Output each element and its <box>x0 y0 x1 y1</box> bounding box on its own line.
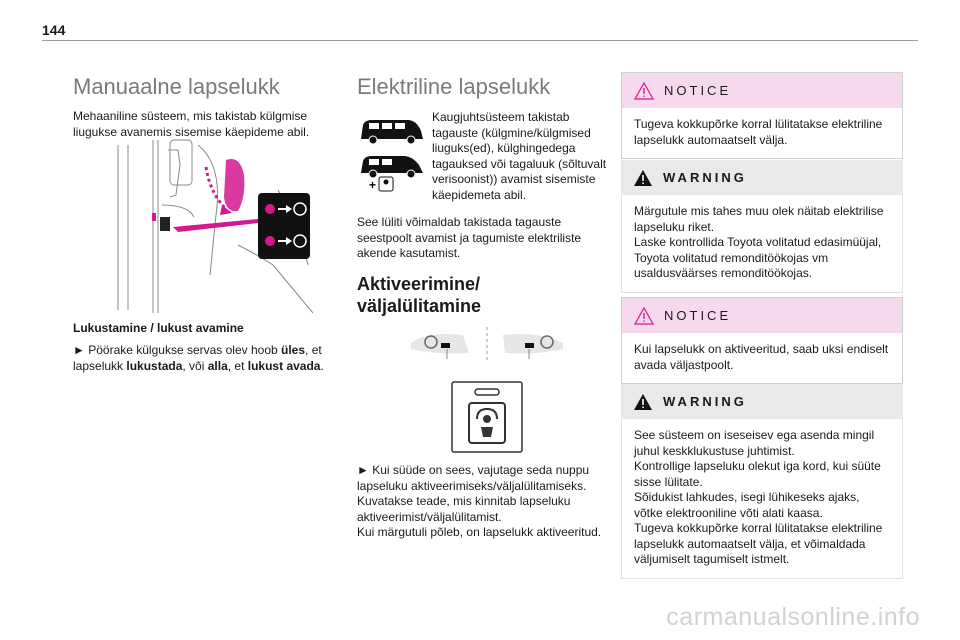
watermark-url[interactable]: carmanualsonline.info <box>666 603 920 631</box>
notice-title: NOTICE <box>664 308 732 323</box>
warning-header <box>621 384 903 419</box>
notice-triangle-icon <box>634 82 654 100</box>
door-lever-illustration <box>98 135 330 315</box>
step-marker: ► <box>73 343 85 357</box>
notice-box-1 <box>621 72 903 159</box>
van-icon-1 <box>361 120 423 144</box>
warning-triangle-icon <box>633 169 653 187</box>
vehicle-description: Kaugjuhtsüsteem takistab tagauste (külgmine/külgmised liuguks(ed), külghingedega tagauksed või tagaluuk (sõltuvalt verisoonist)) avamist sisemiste käepidemeta abil. <box>432 110 607 202</box>
warning-body: Märgutule mis tahes muu olek näitab elektrilise lapseluku riket. Laske kontrollida Toyota volitatud edasimüüjal, Toyota volitatud remonditöökojas vm usaldusväärses remonditöökojas. <box>621 195 903 293</box>
child-lock-button-icon <box>451 381 523 453</box>
electric-lock-intro: See lüliti võimaldab takistada tagauste seestpoolt avamist ja tagumiste elektriliste akende kasutamist. <box>357 215 582 260</box>
activation-step-2: Kuvatakse teade, mis kinnitab lapseluku aktiveerimist/väljalülitamist. <box>357 494 571 524</box>
notice-header <box>622 73 902 108</box>
activation-subheading: Aktiveerimine/ väljalülitamine <box>357 274 482 316</box>
notice-body: Tugeva kokkupõrke korral lülitatakse elektriline lapselukk automaatselt välja. <box>634 117 883 147</box>
page-number: 144 <box>42 22 66 38</box>
activation-step-3: Kui märgutuli põleb, on lapselukk aktiveeritud. <box>357 525 602 539</box>
activation-steps <box>357 463 607 541</box>
activation-step-1: ► Kui süüde on sees, vajutage seda nuppu lapseluku aktiveerimiseks/väljalülitamiseks. <box>357 463 590 493</box>
steering-wheel-diagram <box>407 325 567 365</box>
section-title-electric-child-lock: Elektriline lapselukk <box>357 74 551 99</box>
vehicle-icons <box>357 113 427 193</box>
van-icon-2 <box>361 156 423 178</box>
section-title-manual-child-lock: Manuaalne lapselukk <box>73 74 280 99</box>
warning-title: WARNING <box>663 394 747 409</box>
warning-box-1 <box>621 160 903 293</box>
warning-box-2 <box>621 384 903 579</box>
notice-box-2 <box>621 297 903 384</box>
manual-lock-intro: Mehaaniline süsteem, mis takistab külgmise liugukse avanemis sisemise käepideme abil. <box>73 109 310 139</box>
warning-triangle-icon <box>633 393 653 411</box>
warning-body: See süsteem on iseseisev ega asenda mingil juhul keskklukustuse juhtimist. Kontrollige lapseluku olekut iga kord, kui süüte sisse lülitate. Sõidukist lahkudes, isegi lühikeseks ajaks, võtke elektrooniline võti alati kaasa. Tugeva kokkupõrke korral lülitatakse elektriline lapselukk automaatselt välja, et võimaldada väljumiselt tagumiselt istmelt. <box>621 419 903 579</box>
warning-title: WARNING <box>663 170 747 185</box>
header-rule <box>42 40 918 41</box>
notice-body: Kui lapselukk on aktiveeritud, saab uksi endiselt avada väljastpoolt. <box>634 342 889 372</box>
left-column <box>73 74 335 140</box>
manual-lock-step: ► Pöörake külgukse servas olev hoob üles, et lapselukk lukustada, või alla, et lukust avada. <box>73 343 324 373</box>
warning-header <box>621 160 903 195</box>
notice-title: NOTICE <box>664 83 732 98</box>
notice-triangle-icon <box>634 307 654 325</box>
manual-lock-subheading: Lukustamine / lukust avamine <box>73 321 244 335</box>
svg-text:+: + <box>369 178 377 192</box>
notice-header <box>622 298 902 333</box>
